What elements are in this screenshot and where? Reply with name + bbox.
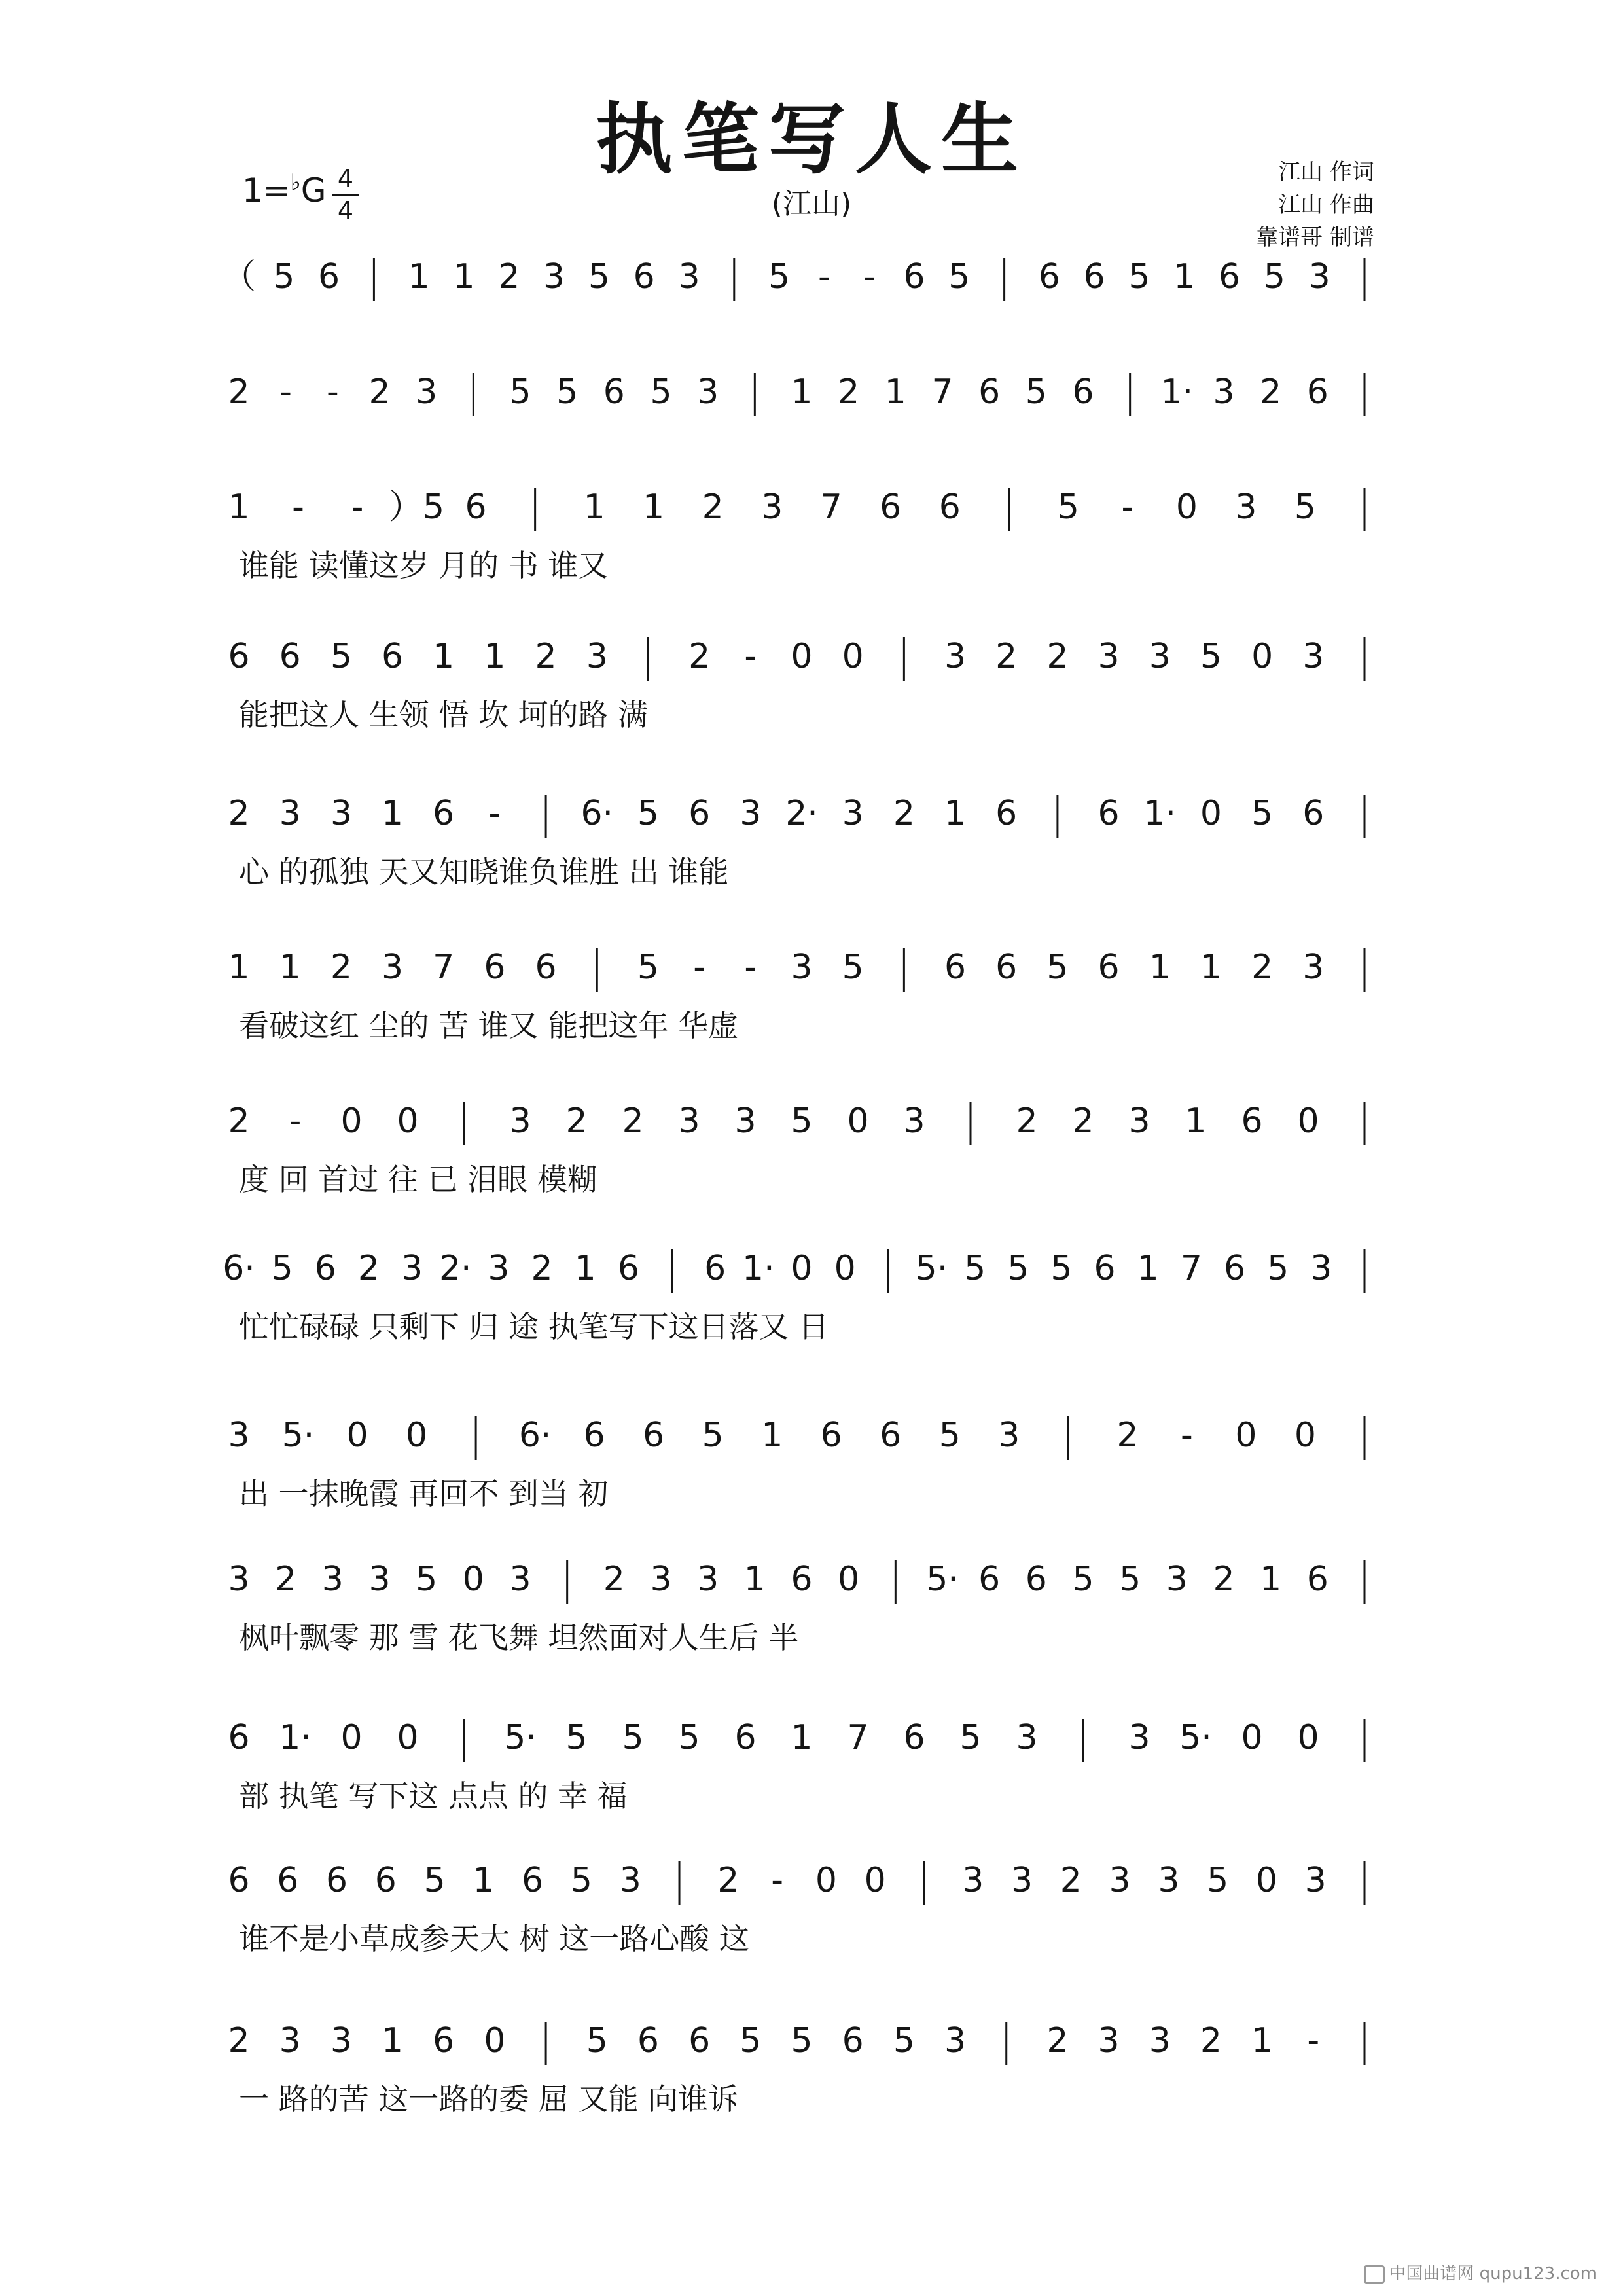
note: 2 [535,637,557,676]
note: 1 [884,372,906,412]
note: 6 [374,1861,397,1900]
note: 6 [1306,1560,1329,1599]
note: 3 [1149,637,1171,676]
note: 6 [279,637,301,676]
note: - [693,948,706,987]
note: 3 [962,1861,984,1900]
note: 2 [1016,1102,1038,1141]
note: 1 [381,2021,404,2060]
lyric-line: 忙忙碌碌 只剩下 归 途 执笔写下这日落又 日 [239,1309,829,1344]
note: 5 [586,2021,608,2060]
note: 5 [622,1718,644,1757]
note: 3 [650,1560,672,1599]
note: 3 [791,948,813,987]
note: 1 [453,257,475,296]
note: 6 [522,1861,544,1900]
note: 5 [1251,794,1274,833]
note: 2· [785,794,818,833]
note: 3 [903,1102,925,1141]
note: 3 [1016,1718,1038,1757]
note: 5 [1294,488,1317,527]
note: 3 [1010,1861,1033,1900]
note: 6 [277,1861,299,1900]
note: 2 [228,794,250,833]
note: - [1307,2021,1320,2060]
note: 0 [397,1718,419,1757]
note: 3 [321,1560,344,1599]
note: 6 [535,948,557,987]
note: 6 [995,794,1018,833]
note: 0 [1297,1718,1319,1757]
note: 3 [1158,1861,1180,1900]
note: 3 [416,372,438,412]
note: 1 [381,794,404,833]
note: 1 [1137,1249,1159,1288]
note: 2 [1060,1861,1082,1900]
note: 5 [948,257,971,296]
note: 3 [1097,2021,1120,2060]
note: 0 [815,1861,837,1900]
note: 3 [543,257,565,296]
watermark-text: 中国曲谱网 qupu123.com [1389,2264,1597,2284]
note: 3 [697,372,719,412]
note: 0 [406,1416,428,1455]
note: 1 [433,637,455,676]
note: 5 [938,1416,961,1455]
note: 6 [1094,1249,1116,1288]
note: 5 [1207,1861,1229,1900]
note: - [488,794,501,833]
time-signature-bottom: 4 [337,196,354,225]
lyric-line: 度 回 首过 往 已 泪眼 模糊 [239,1162,597,1197]
note: 1 [1173,257,1196,296]
note: - [744,948,757,987]
note: 5 [964,1249,986,1288]
note: 7 [931,372,954,412]
note: 2 [498,257,520,296]
note: 3 [678,257,700,296]
lyric-line: 出 一抹晚霞 再回不 到当 初 [239,1476,609,1511]
note: 0 [864,1861,886,1900]
note: 6 [734,1718,757,1757]
note: 0 [791,1249,813,1288]
note: 3 [1302,637,1325,676]
note: 3 [279,794,301,833]
note: 5 [509,372,531,412]
note: 6 [938,488,961,527]
note: 6 [880,1416,902,1455]
note: 5 [893,2021,915,2060]
note: 5 [1200,637,1222,676]
note: 6 [583,1416,605,1455]
note: 2· [438,1249,472,1288]
note: 5 [416,1560,438,1599]
note: 5 [1057,488,1079,527]
note: 2 [1046,637,1069,676]
note: 3 [944,2021,967,2060]
note: 6 [704,1249,726,1288]
note: 5 [959,1718,982,1757]
note: 3 [586,637,608,676]
note: 2 [228,1102,250,1141]
note: 2 [717,1861,740,1900]
note: 6 [433,794,455,833]
note: 5 [791,1102,813,1141]
note: 6 [433,2021,455,2060]
note: 5 [1128,257,1150,296]
note: 3 [1097,637,1120,676]
note: 0 [834,1249,856,1288]
note: 0 [346,1416,368,1455]
note: 1 [1200,948,1222,987]
note: 6 [643,1416,665,1455]
note: 0 [340,1718,363,1757]
note: 3 [509,1102,531,1141]
note: 0 [1294,1416,1317,1455]
note: 5 [1025,372,1047,412]
note: - [771,1861,783,1900]
note: - [292,488,304,527]
note: 3 [368,1560,391,1599]
note: 1 [574,1249,596,1288]
note: 2 [1260,372,1282,412]
note: 5· [1179,1718,1212,1757]
note: 6 [465,488,487,527]
note: 2 [1213,1560,1235,1599]
note: 6 [978,1560,1001,1599]
note: 5 [1072,1560,1094,1599]
note: 7 [1180,1249,1202,1288]
note: 1 [228,488,250,527]
note: 5 [271,1249,293,1288]
note: 2 [1251,948,1274,987]
transcriber-credit: 靠谱哥 制谱 [1256,224,1374,251]
note: （ [221,257,257,296]
note: 6 [1025,1560,1047,1599]
note: 5 [768,257,791,296]
note: 2 [893,794,915,833]
note: 3 [1302,948,1325,987]
note: 5· [926,1560,959,1599]
note: 5 [330,637,352,676]
note: 1· [742,1249,775,1288]
note: 0 [340,1102,363,1141]
note: 6· [580,794,614,833]
note: 5 [1119,1560,1141,1599]
note: 6 [978,372,1001,412]
note: 6 [318,257,340,296]
note: 2 [702,488,724,527]
note: 5 [650,372,672,412]
note: 3 [740,794,762,833]
note: 0 [1255,1861,1277,1900]
note: 3 [1213,372,1235,412]
note: 1· [1143,794,1177,833]
note: 5· [281,1416,315,1455]
note: 1 [1260,1560,1282,1599]
note: 6 [228,1718,250,1757]
note: 1 [791,1718,813,1757]
note: 6 [637,2021,660,2060]
note: 3 [1128,1102,1150,1141]
note: 1· [279,1718,312,1757]
note: 2 [838,372,860,412]
note: 3 [279,2021,301,2060]
note: 1 [743,1560,766,1599]
note: 6 [1219,257,1241,296]
note: 0 [1297,1102,1319,1141]
note: 6 [484,948,506,987]
note: 2 [368,372,391,412]
note: 6 [688,2021,711,2060]
note: 3 [1166,1560,1188,1599]
note: 5 [678,1718,700,1757]
lyric-line: 能把这人 生领 悟 坎 坷的路 满 [239,697,649,732]
note: 1 [583,488,605,527]
note: 3 [488,1249,510,1288]
note: 0 [838,1560,860,1599]
note: 6 [880,488,902,527]
lyric-line: 心 的孤独 天又知晓谁负谁胜 出 谁能 [239,854,729,889]
note: 6 [326,1861,348,1900]
note: 6 [1223,1249,1246,1288]
flat-sign: ♭ [290,170,301,196]
note: 6 [1038,257,1060,296]
note: 6 [1097,948,1120,987]
note: 2 [622,1102,644,1141]
note: 3 [1308,257,1330,296]
note: - [818,257,830,296]
note: 1 [473,1861,495,1900]
note: 5 [423,1861,446,1900]
note: 5 [842,948,864,987]
note: 1· [1160,372,1194,412]
note: 5 [637,948,660,987]
note: 3 [944,637,967,676]
note: - [744,637,757,676]
note: 5· [915,1249,948,1288]
note: 6· [223,1249,255,1288]
note: 1 [484,637,506,676]
note: 6 [820,1416,842,1455]
note: 6 [688,794,711,833]
note: 2 [688,637,711,676]
note: 6 [995,948,1018,987]
note: 6 [944,948,967,987]
lyric-line: 枫叶飘零 那 雪 花飞舞 坦然面对人生后 半 [239,1620,799,1655]
note: 3 [1149,2021,1171,2060]
page-title: 执笔写人生 [595,94,1027,185]
note: 2 [531,1249,553,1288]
song-subtitle: (江山) [771,187,852,221]
lyric-line: 看破这红 尘的 苦 谁又 能把这年 华虚 [239,1008,739,1043]
note: 0 [842,637,864,676]
note: 5 [565,1718,588,1757]
note: 5 [740,2021,762,2060]
note: 3 [1304,1861,1327,1900]
note: - [1181,1416,1193,1455]
note: 3 [228,1560,250,1599]
note: 3 [998,1416,1020,1455]
note: 1 [1185,1102,1207,1141]
note: 3 [1310,1249,1332,1288]
note: 0 [1251,637,1274,676]
composer-credit: 江山 作曲 [1278,192,1374,218]
note: 7 [433,948,455,987]
note: 0 [791,637,813,676]
note: 5· [504,1718,537,1757]
note: 3 [330,2021,352,2060]
note: 2 [1072,1102,1094,1141]
note: 6 [633,257,655,296]
note: 5 [570,1861,593,1900]
note: 5 [588,257,610,296]
note: 6· [518,1416,552,1455]
note: 3 [842,794,864,833]
lyric-line: 谁能 读懂这岁 月的 书 谁又 [239,548,609,583]
note: 3 [228,1416,250,1455]
note: 3 [619,1861,641,1900]
note: 3 [761,488,783,527]
time-signature-top: 4 [332,164,359,196]
note: 3 [678,1102,700,1141]
note: 5 [791,2021,813,2060]
note: 6 [791,1560,813,1599]
lyricist-credit: 江山 作词 [1278,159,1374,185]
note: 7 [847,1718,869,1757]
note: 0 [1200,794,1222,833]
note: 1 [761,1416,783,1455]
note: 1 [279,948,301,987]
note: 6 [314,1249,336,1288]
site-watermark [1364,2260,1597,2284]
note: 2 [565,1102,588,1141]
note: 3 [401,1249,423,1288]
note: 0 [1241,1718,1263,1757]
note: 1 [1149,948,1171,987]
note: 6 [381,637,404,676]
note: 0 [1235,1416,1257,1455]
note: - [1121,488,1134,527]
note: 3 [381,948,404,987]
note: 6 [1097,794,1120,833]
note: 6 [1302,794,1325,833]
note: 1 [791,372,813,412]
note: 5 [1007,1249,1029,1288]
note: 1 [944,794,967,833]
note: 1 [228,948,250,987]
note: 0 [397,1102,419,1141]
note: 5 [702,1416,724,1455]
note: 2 [357,1249,380,1288]
note: 2 [995,637,1018,676]
site-logo-icon [1364,2265,1385,2284]
note: 3 [1128,1718,1150,1757]
note: 2 [228,2021,250,2060]
note: 6 [603,372,625,412]
note: 2 [330,948,352,987]
note: 5 [273,257,295,296]
note: 6 [228,1861,250,1900]
note: 5 [1263,257,1285,296]
note: 2 [228,372,250,412]
note: 0 [462,1560,484,1599]
note: 3 [330,794,352,833]
note: 6 [1306,372,1329,412]
note: - [863,257,876,296]
note: 5 [637,794,660,833]
note: - [289,1102,302,1141]
note: 2 [1046,2021,1069,2060]
note: 3 [1235,488,1257,527]
note: 6 [903,257,925,296]
note: 1 [408,257,430,296]
note: 2 [275,1560,297,1599]
note: 5 [556,372,579,412]
note: 0 [847,1102,869,1141]
note: 6 [1083,257,1105,296]
note: 3 [509,1560,531,1599]
note: - [351,488,364,527]
lyric-line: 一 路的苦 这一路的委 屈 又能 向谁诉 [239,2081,739,2117]
note: 3 [1109,1861,1131,1900]
lyric-line: 谁不是小草成参天大 树 这一路心酸 这 [239,1921,749,1956]
note: 0 [1175,488,1198,527]
note: 3 [734,1102,757,1141]
note: 7 [820,488,842,527]
note: 5 [1267,1249,1289,1288]
note: 6 [842,2021,864,2060]
note: 6 [617,1249,639,1288]
lyric-line: 部 执笔 写下这 点点 的 幸 福 [239,1778,628,1814]
note: 6 [903,1718,925,1757]
note: 2 [1116,1416,1139,1455]
note: 2 [1200,2021,1222,2060]
note: 2 [603,1560,625,1599]
note: 5 [1050,1249,1073,1288]
note: 6 [228,637,250,676]
note: 5 [1046,948,1069,987]
note: 6 [1241,1102,1263,1141]
note: 6 [1072,372,1094,412]
note: - [279,372,293,412]
note: ）5 [389,488,445,527]
note: 3 [697,1560,719,1599]
note: 0 [484,2021,506,2060]
note: 1 [643,488,665,527]
note: - [326,372,339,412]
note: 1 [1251,2021,1274,2060]
key-prefix: 1= [242,171,291,209]
key-note: G [300,171,327,209]
